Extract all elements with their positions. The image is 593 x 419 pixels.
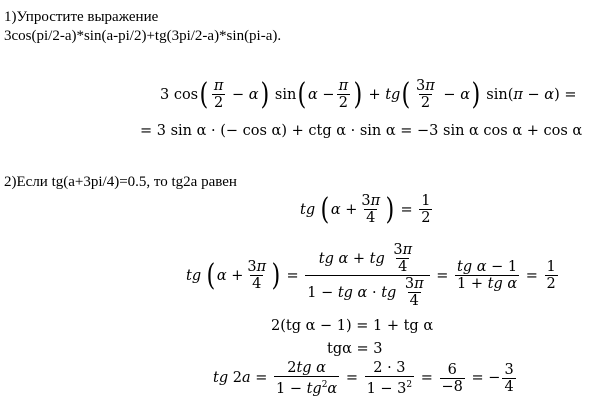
double-angle-formula: tg 2a = $\frac{\text{2tg α}}{1 - tg^2\alpha}$ = $\frac{2 \cdot 3}{1 - 3^2}$ = $\frac{6}{-8}$ = − $\frac{3}{4}$ [213, 360, 514, 397]
equation-line-1: 3 cos ( $\frac{\pi}{2}$ − α ) sin ( α − $\frac{\pi}{2}$ ) + tg ( $\frac{3\pi}{2}$ − α ) sin(π − α) = [160, 76, 577, 112]
equation-line-2: = 3 sin α · (− cos α) + ctg α · sin α = −3 sin α cos α + cos α [140, 123, 583, 139]
pi-over-2-fraction: $\frac{\pi}{2}$ [213, 78, 224, 111]
addition-fraction: tg α + tg $\frac{3\pi}{4}$ 1 − tg α · tg $\frac{3\pi}{4}$ [305, 242, 429, 309]
eq1-lhs: 3 cos [160, 86, 199, 103]
tg-alpha-value: tgα = 3 [327, 341, 383, 357]
problem2-title: 2)Если tg(a+3pi/4)=0.5, то tg2a равен [4, 174, 237, 190]
given-equation: tg ( α + $\frac{3\pi}{4}$ ) = $\frac{1}{2}$ [300, 191, 431, 227]
eq1-equals: = [564, 86, 577, 103]
problem1-title: 1)Упростите выражение [4, 9, 159, 25]
linear-equation: 2(tg α − 1) = 1 + tg α [271, 318, 434, 334]
3pi-over-2-fraction: $\frac{3\pi}{2}$ [416, 78, 435, 111]
problem1-statement: 3cos(pi/2-a)*sin(a-pi/2)+tg(3pi/2-a)*sin(pi-a). [4, 28, 282, 44]
addition-formula: tg ( α + $\frac{3\pi}{4}$ ) = tg α + tg $\frac{3\pi}{4}$ 1 − tg α · tg $\frac{3\pi}{4}$ = $\frac{\text{tg α − 1}}{\text{1 + tg α}}$ = $\frac{1}{2}$ [186, 242, 556, 309]
